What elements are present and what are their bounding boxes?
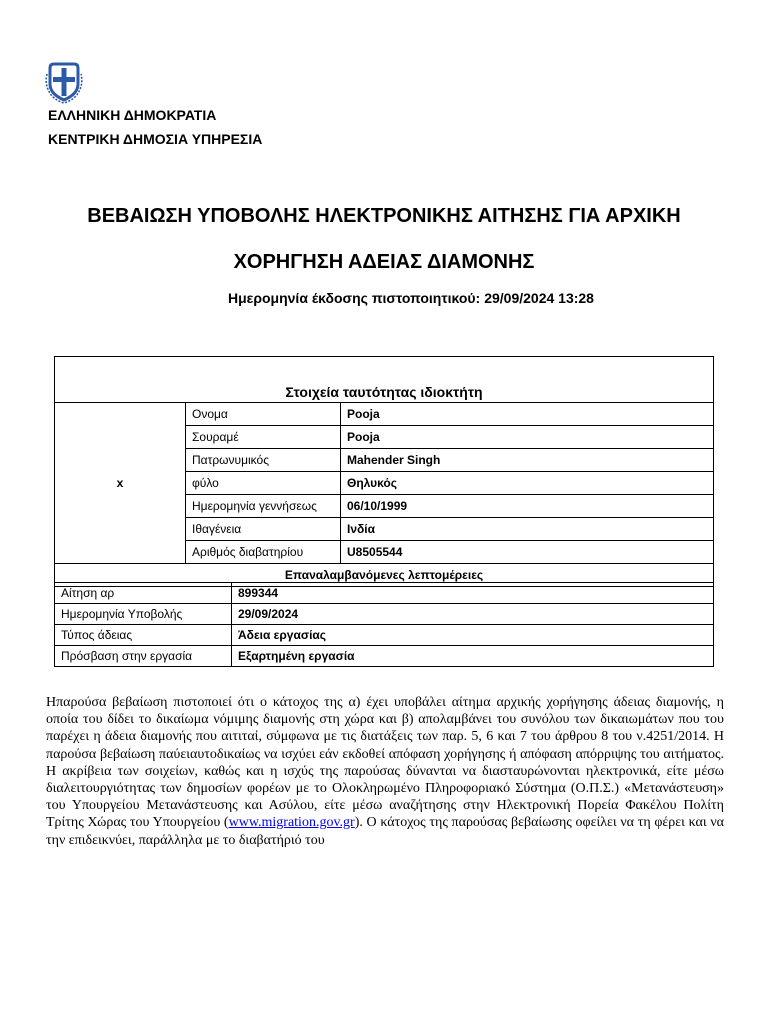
issue-date-label: Ημερομηνία έκδοσης πιστοποιητικού: [228, 290, 481, 306]
body-text-start: Ηπαρούσα βεβαίωση πιστοποιεί ότι ο κάτοχος της α) έχει υποβάλει αίτημα αρχικής χορήγησης άδειας διαμονής, η οποία του δίδει το δικαίωμα νόμιμης διαμονής στη χώρα και β) απολαμβάνει του συνόλου των δικαιωμάτων που του παρέχει η άδεια διαμονής που αιτιταί, σύμφωνα με τις διατάξεις των παρ. 5, 6 και 7 του άρθρου 8 του ν.4251/2014. Η παρούσα βεβαίωση παύειαυτοδικαίως να ισχύει εάν εκδοθεί απόφαση χορήγησης ή απόφαση απόρριψης του αιτήματος. Η ακρίβεια των σοιχείων, καθώς και η ισχύς της παρούσας δύνανται να διασταυρώνονται ηλεκτρονικά, είτε μέσω διαλειτουργιότητας των δημοσίων φορέων με το Ολοκληρωμένο Πληροφοριακό Σύστημα (Ο.Π.Σ.) «Μετανάστευση» του Υπουργείου Μετανάστευσης και Ασύλου, είτε μέσω αναζήτησης στην Ηλεκτρονική Πορεία Φακέλου Πολίτη Τρίτης Χώρας του Υπουργείου ( [46, 695, 724, 831]
org-line-2: ΚΕΝΤΡΙΚΗ ΔΗΜΟΣΙΑ ΥΠΗΡΕΣΙΑ [48, 131, 263, 147]
field-value: 06/10/1999 [341, 495, 714, 518]
field-value: U8505544 [341, 541, 714, 564]
body-paragraph [46, 694, 724, 849]
field-value: Θηλυκός [341, 472, 714, 495]
owner-table-caption: Στοιχεία ταυτότητας ιδιοκτήτη [55, 357, 714, 403]
field-value: Άδεια εργασίας [232, 625, 714, 646]
field-value: 899344 [232, 583, 714, 604]
field-value: Pooja [341, 426, 714, 449]
table-row [55, 646, 714, 667]
field-label: Αίτηση αρ [55, 583, 232, 604]
field-label: Αριθμός διαβατηρίου [186, 541, 341, 564]
greek-coat-of-arms-icon [44, 60, 84, 104]
issue-date-value: 29/09/2024 13:28 [484, 290, 594, 306]
field-label: φύλο [186, 472, 341, 495]
org-line-1: ΕΛΛΗΝΙΚΗ ΔΗΜΟΚΡΑΤΙΑ [48, 107, 217, 123]
field-label: Τύπος άδειας [55, 625, 232, 646]
field-label: Σουραμέ [186, 426, 341, 449]
field-value: Pooja [341, 403, 714, 426]
table-row [55, 403, 714, 426]
field-label: Ονομα [186, 403, 341, 426]
field-label: Πρόσβαση στην εργασία [55, 646, 232, 667]
field-label: Ημερομηνία Υποβολής [55, 604, 232, 625]
document-title-line-2: ΧΟΡΗΓΗΣΗ ΑΔΕΙΑΣ ΔΙΑΜΟΝΗΣ [233, 251, 535, 273]
field-label: Πατρωνυμικός [186, 449, 341, 472]
field-value: Εξαρτημένη εργασία [232, 646, 714, 667]
owner-identity-table [54, 356, 714, 587]
request-details-table [54, 582, 714, 667]
field-value: 29/09/2024 [232, 604, 714, 625]
repeated-details-caption: Επαναλαμβανόμενες λεπτομέρειες [55, 564, 714, 587]
field-value: Ινδία [341, 518, 714, 541]
migration-website-link[interactable]: www.migration.gov.gr [228, 815, 355, 831]
table-row [55, 583, 714, 604]
photo-placeholder: x [55, 403, 186, 564]
table-row [55, 625, 714, 646]
table-row [55, 604, 714, 625]
field-value: Mahender Singh [341, 449, 714, 472]
issue-date [228, 290, 594, 306]
field-label: Ημερομηνία γεννήσεως [186, 495, 341, 518]
field-label: Ιθαγένεια [186, 518, 341, 541]
document-title-line-1: ΒΕΒΑΙΩΣΗ ΥΠΟΒΟΛΗΣ ΗΛΕΚΤΡΟΝΙΚΗΣ ΑΙΤΗΣΗΣ ΓΙΑ ΑΡΧΙΚΗ [87, 205, 681, 227]
body-text-end: ). Ο κάτοχος της παρούσας βεβαίωσης οφείλει να τη φέρει και να την επιδεικνύει, παράλληλα με το διαβατήριό του [46, 815, 724, 848]
